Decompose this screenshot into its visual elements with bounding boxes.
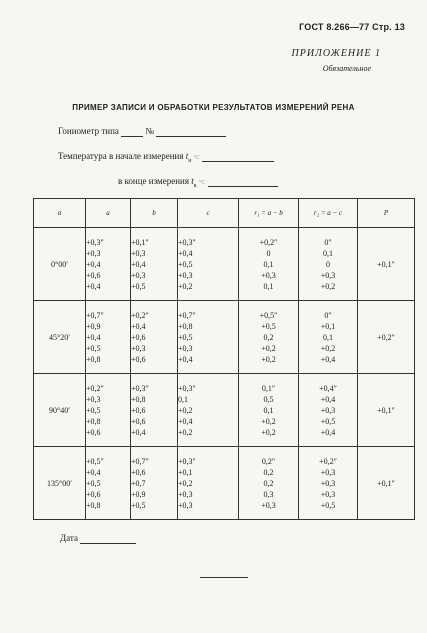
temp-end-line [118, 176, 278, 189]
angle-cell: 90°40′ [34, 374, 86, 447]
r1-cell [239, 447, 299, 520]
r1-value: 0,1 [263, 281, 274, 291]
r2-value: +0,4 [320, 427, 336, 437]
a-value: +0,8 [86, 500, 101, 510]
angle-cell: 135°00′ [34, 447, 86, 520]
temp-end-symbol: t [191, 176, 194, 186]
angle-cell: 0°00′ [34, 228, 86, 301]
b-value: +0,3 [131, 270, 146, 280]
b-value: +0,5 [131, 500, 146, 510]
a-value: +0,5″ [86, 456, 104, 466]
b-value: +0,8 [131, 394, 146, 404]
r2-value: +0,4 [320, 394, 336, 404]
measurement-table [33, 198, 415, 520]
b-value: +0,6 [131, 416, 146, 426]
c-value: +0,3″ [178, 383, 196, 393]
temp-end-subscript: к [193, 182, 197, 189]
b-cell [131, 447, 178, 520]
a-value: +0,6 [86, 270, 101, 280]
r2-value: +0,3 [320, 478, 336, 488]
p-cell: +0,1″ [358, 228, 415, 301]
p-cell: +0,1″ [358, 374, 415, 447]
r2-value: +0,3 [320, 270, 336, 280]
b-value: +0,7″ [131, 456, 149, 466]
c-cell [178, 374, 239, 447]
c-value: +0,2 [178, 405, 193, 415]
a-value: +0,4 [86, 332, 101, 342]
b-cell [131, 228, 178, 301]
a-value: +0,5 [86, 343, 101, 353]
c-value: +0,2 [178, 281, 193, 291]
table-header-row [34, 199, 415, 228]
r1-value: +0,5 [261, 321, 276, 331]
c-value: +0,3 [178, 500, 193, 510]
c-value: +0,2 [178, 427, 193, 437]
b-value: +0,4 [131, 427, 146, 437]
date-line [60, 533, 136, 544]
a-value: +0,6 [86, 489, 101, 499]
col-header-a: a [86, 199, 131, 228]
table-row [34, 228, 415, 301]
r2-cell [299, 301, 358, 374]
temp-start-field [202, 151, 274, 162]
r2-value: 0″ [324, 310, 332, 320]
b-value: +0,3 [131, 343, 146, 353]
c-value: +0,7″ [178, 310, 196, 320]
temp-end-field [208, 176, 278, 187]
r1-value: 0,1 [263, 259, 274, 269]
r1-cell [239, 374, 299, 447]
r1-value: 0,2 [263, 467, 274, 477]
col-header-b: b [131, 199, 178, 228]
a-value: +0,5 [86, 405, 101, 415]
r1-value: 0,5 [263, 394, 274, 404]
c-value: +0,4 [178, 248, 193, 258]
a-value: +0,8 [86, 416, 101, 426]
c-cell [178, 301, 239, 374]
bottom-divider [200, 577, 248, 578]
c-value: +0,3″ [178, 456, 196, 466]
r2-value: 0,1 [323, 248, 333, 258]
r1-value: +0,3 [261, 500, 276, 510]
b-value: +0,3″ [131, 383, 149, 393]
col-header-r1: r₁ = a − b [239, 199, 299, 228]
c-value: +0,8 [178, 321, 193, 331]
b-value: +0,6 [131, 354, 146, 364]
b-value: +0,3 [131, 248, 146, 258]
date-field [80, 533, 136, 544]
r1-value: +0,2 [261, 416, 276, 426]
c-value: +0,1 [178, 467, 193, 477]
a-value: +0,7″ [86, 310, 104, 320]
c-value: +0,5 [178, 259, 193, 269]
col-header-angle: α [34, 199, 86, 228]
r1-value: 0,3 [263, 489, 274, 499]
temp-end-label: в конце измерения [118, 176, 189, 186]
c-value: +0,3″ [178, 237, 196, 247]
a-value: +0,3 [86, 248, 101, 258]
b-value: +0,5 [131, 281, 146, 291]
goniometer-type-field [121, 126, 143, 137]
angle-cell: 45°20′ [34, 301, 86, 374]
r2-value: +0,1 [320, 321, 336, 331]
r2-value: +0,5 [320, 500, 336, 510]
b-value: +0,4 [131, 321, 146, 331]
r1-value: 0 [266, 248, 271, 258]
c-cell [178, 228, 239, 301]
r1-value: 0,1″ [261, 383, 276, 393]
temp-start-unit: °С [193, 155, 201, 161]
r2-value: +0,2 [320, 281, 336, 291]
a-value: +0,3″ [86, 237, 104, 247]
b-value: +0,6 [131, 405, 146, 415]
temp-start-symbol: t [185, 151, 189, 161]
a-cell [86, 374, 131, 447]
table-row [34, 301, 415, 374]
r2-value: +0,3 [320, 405, 336, 415]
c-value: +0,4 [178, 354, 193, 364]
r1-value: +0,2 [261, 427, 276, 437]
temp-start-line [58, 151, 274, 164]
b-cell [131, 301, 178, 374]
table-row [34, 374, 415, 447]
r2-value: +0,3 [320, 467, 336, 477]
r1-cell [239, 228, 299, 301]
p-cell: +0,1″ [358, 447, 415, 520]
r2-value: +0,2″ [319, 456, 337, 466]
a-value: +0,6 [86, 427, 101, 437]
col-header-r2: r₂ = a − c [299, 199, 358, 228]
a-cell [86, 228, 131, 301]
a-value: +0,9 [86, 321, 101, 331]
a-cell [86, 301, 131, 374]
r2-cell [299, 447, 358, 520]
b-value: +0,4 [131, 259, 146, 269]
a-value: +0,4 [86, 259, 101, 269]
goniometer-line [58, 126, 226, 137]
temp-end-unit: °С [198, 180, 206, 186]
temp-start-subscript: н [188, 157, 192, 164]
r1-value: +0,2 [261, 343, 276, 353]
r1-value: +0,2 [261, 354, 276, 364]
b-value: +0,6 [131, 467, 146, 477]
page-header: ГОСТ 8.266—77 Стр. 13 [299, 22, 405, 32]
b-value: +0,6 [131, 332, 146, 342]
r1-value: +0,5″ [259, 310, 278, 320]
c-value: +0,3 [178, 489, 193, 499]
r1-value: 0,2″ [261, 456, 276, 466]
r2-value: +0,4″ [319, 383, 337, 393]
c-value: 0,1 [178, 394, 188, 404]
a-value: +0,5 [86, 478, 101, 488]
c-value: +0,3 [178, 270, 193, 280]
r2-cell [299, 228, 358, 301]
a-value: +0,2″ [86, 383, 104, 393]
appendix-status: Обязательное [322, 64, 371, 73]
r1-value: +0,2″ [259, 237, 278, 247]
goniometer-label: Гониометр типа [58, 126, 119, 136]
document-title: ПРИМЕР ЗАПИСИ И ОБРАБОТКИ РЕЗУЛЬТАТОВ ИЗМЕРЕНИЙ РЕНА [72, 103, 355, 112]
b-value: +0,9 [131, 489, 146, 499]
col-header-p: P [358, 199, 415, 228]
b-value: +0,2″ [131, 310, 149, 320]
table-row [34, 447, 415, 520]
c-value: +0,4 [178, 416, 193, 426]
r2-value: 0,1 [323, 332, 333, 342]
b-value: +0,7 [131, 478, 146, 488]
b-cell [131, 374, 178, 447]
r2-value: +0,5 [320, 416, 336, 426]
c-cell [178, 447, 239, 520]
a-value: +0,4 [86, 281, 101, 291]
col-header-c: c [178, 199, 239, 228]
a-value: +0,4 [86, 467, 101, 477]
a-cell [86, 447, 131, 520]
temp-start-label: Температура в начале измерения [58, 151, 184, 161]
r2-cell [299, 374, 358, 447]
r1-value: +0,3 [261, 270, 276, 280]
r1-value: 0,2 [263, 478, 274, 488]
r2-value: +0,3 [320, 489, 336, 499]
r2-value: 0 [326, 259, 330, 269]
p-cell: +0,2″ [358, 301, 415, 374]
b-value: +0,1″ [131, 237, 149, 247]
a-value: +0,8 [86, 354, 101, 364]
r1-value: 0,1 [263, 405, 274, 415]
c-value: +0,5 [178, 332, 193, 342]
r2-value: 0″ [324, 237, 332, 247]
c-value: +0,3 [178, 343, 193, 353]
date-label: Дата [60, 533, 78, 543]
r1-cell [239, 301, 299, 374]
r1-value: 0,2 [263, 332, 274, 342]
r2-value: +0,4 [320, 354, 336, 364]
goniometer-number-field [156, 126, 226, 137]
appendix-title: ПРИЛОЖЕНИЕ 1 [291, 48, 381, 59]
r2-value: +0,2 [320, 343, 336, 353]
c-value: +0,2 [178, 478, 193, 488]
number-label: № [145, 126, 155, 136]
a-value: +0,3 [86, 394, 101, 404]
